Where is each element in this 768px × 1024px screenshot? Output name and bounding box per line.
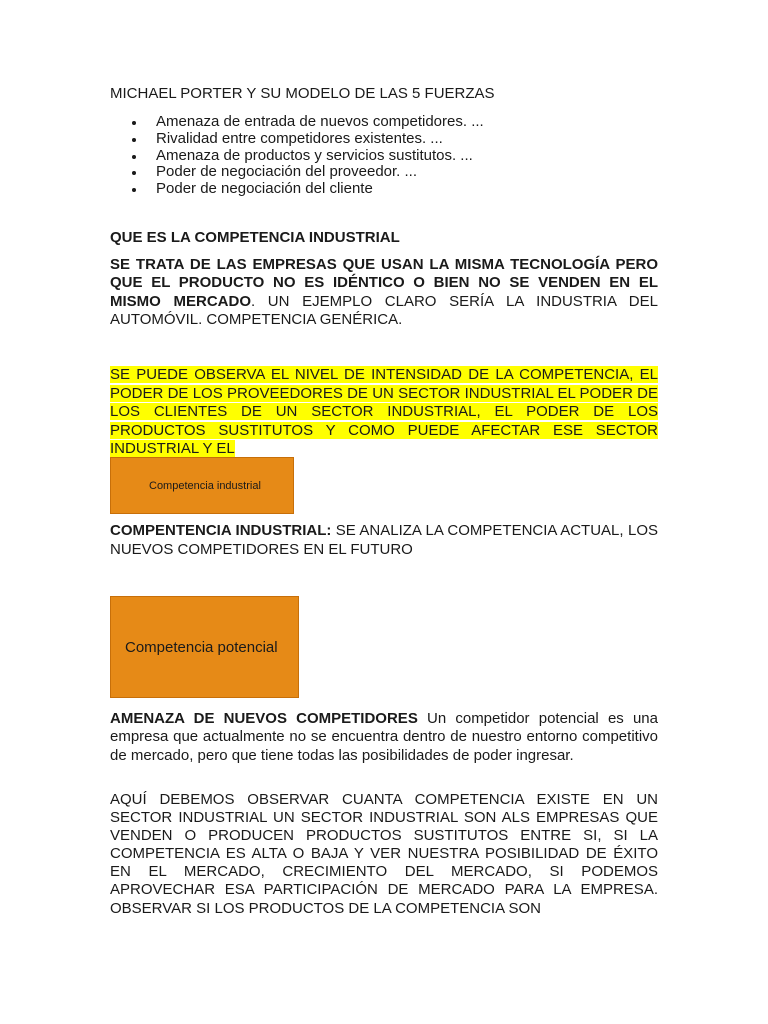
list-item xyxy=(110,131,484,148)
competencia-potencial-box xyxy=(110,596,299,698)
force-text: Poder de negociación del proveedor. ... xyxy=(156,163,418,181)
list-item xyxy=(110,114,484,131)
forces-list xyxy=(110,114,484,198)
bullet-icon xyxy=(132,171,136,175)
new-competitors-text: Un competidor potencial es una empresa que actualmente no se encuentra dentro de nuestro entorno competitivo de mercado, pero que tiene todas las posibilidades de poder ingresar. xyxy=(110,710,658,764)
highlighted-text: SE PUEDE OBSERVA EL NIVEL DE INTENSIDAD DE LA COMPETENCIA, EL PODER DE LOS PROVEEDORES DE UN SECTOR INDUSTRIAL EL PODER DE LOS CLIENTES DE UN SECTOR INDUSTRIAL, EL PODER DE LOS PRODUCTOS SUSTITUTOS Y COMO PUEDE AFECTAR ESE SECTOR INDUSTRIAL Y EL xyxy=(110,366,658,457)
industrial-competition-bold: COMPENTENCIA INDUSTRIAL: xyxy=(110,522,332,539)
definition-text: . UN EJEMPLO CLARO SERÍA LA INDUSTRIA DEL AUTOMÓVIL. COMPETENCIA GENÉRICA. xyxy=(110,292,658,328)
force-text: Poder de negociación del cliente xyxy=(156,180,373,198)
new-competitors-bold: AMENAZA DE NUEVOS COMPETIDORES xyxy=(110,710,418,727)
section-heading: QUE ES LA COMPETENCIA INDUSTRIAL xyxy=(110,229,400,246)
bullet-icon xyxy=(132,188,136,192)
industrial-competition-text: SE ANALIZA LA COMPETENCIA ACTUAL, LOS NUEVOS COMPETIDORES EN EL FUTURO xyxy=(110,522,658,558)
new-competitors-paragraph xyxy=(110,710,658,765)
list-item xyxy=(110,181,484,198)
list-item xyxy=(110,148,484,165)
competencia-industrial-box xyxy=(110,457,294,514)
force-text: Amenaza de entrada de nuevos competidores. ... xyxy=(156,113,484,130)
bullet-icon xyxy=(132,121,136,125)
list-item xyxy=(110,164,484,181)
box-label: Competencia potencial xyxy=(125,638,278,656)
definition-bold-text: SE TRATA DE LAS EMPRESAS QUE USAN LA MISMA TECNOLOGÍA PERO QUE EL PRODUCTO NO ES IDÉNTICO O BIEN NO SE VENDEN EN EL MISMO MERCADO xyxy=(110,256,658,310)
industrial-competition-paragraph xyxy=(110,522,658,559)
force-text: Amenaza de productos y servicios sustitutos. ... xyxy=(156,146,473,164)
highlighted-paragraph xyxy=(110,366,658,459)
definition-paragraph xyxy=(110,256,658,329)
analysis-paragraph: AQUÍ DEBEMOS OBSERVAR CUANTA COMPETENCIA EXISTE EN UN SECTOR INDUSTRIAL UN SECTOR INDUSTRIAL SON ALS EMPRESAS QUE VENDEN O PRODUCEN PRODUCTOS SUSTITUTOS ENTRE SI, SI LA COMPETENCIA ES ALTA O BAJA Y VER NUESTRA POSIBILIDAD DE ÉXITO EN EL MERCADO, CRECIMIENTO DEL MERCADO, SI PODEMOS APROVECHAR ESA PARTICIPACIÓN DE MERCADO PARA LA EMPRESA. OBSERVAR SI LOS PRODUCTOS DE LA COMPETENCIA SON xyxy=(110,791,658,917)
bullet-icon xyxy=(132,155,136,159)
document-title: MICHAEL PORTER Y SU MODELO DE LAS 5 FUERZAS xyxy=(110,85,495,102)
bullet-icon xyxy=(132,138,136,142)
document-page xyxy=(110,0,658,1024)
box-label: Competencia industrial xyxy=(149,479,261,492)
force-text: Rivalidad entre competidores existentes. ... xyxy=(156,129,443,147)
